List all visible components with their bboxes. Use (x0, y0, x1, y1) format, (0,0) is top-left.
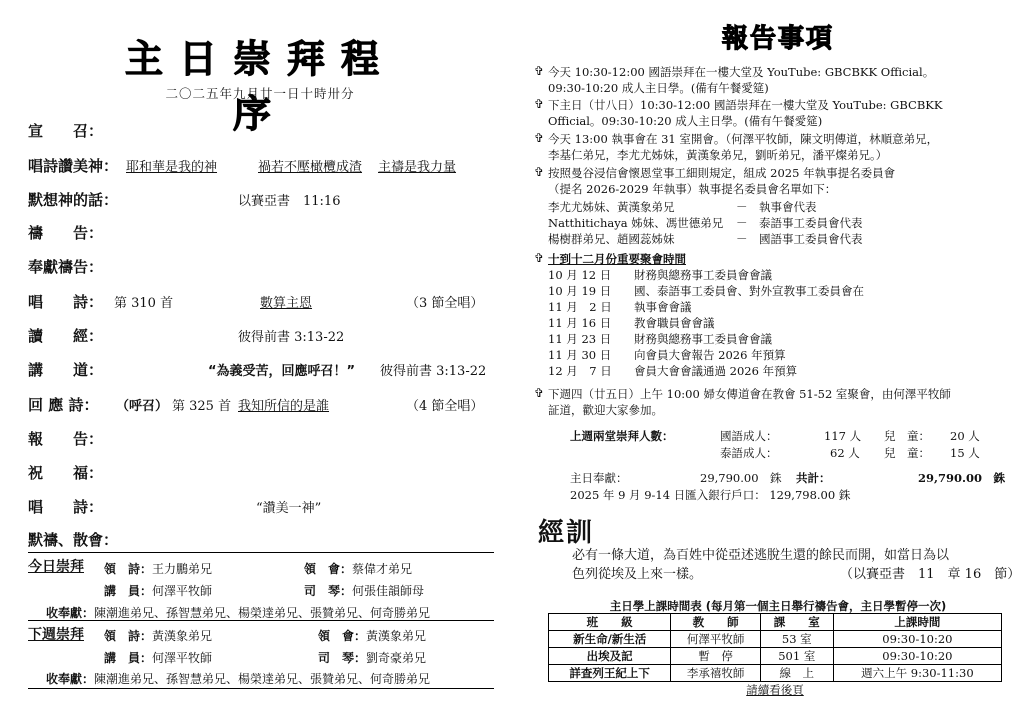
response-prefix: （呼召） (116, 399, 169, 414)
response-note: （4 節全唱） (406, 399, 484, 414)
thai-child-label: 兒 童： (884, 446, 930, 460)
dismiss-label: 默禱、散會： (28, 531, 119, 549)
meeting-row: 11 月 30 日 向會員大會報告 2026 年預算 (548, 348, 786, 362)
service-date: 二〇二五年九月廿一日十時卅分 (165, 86, 355, 101)
divider-next (28, 620, 494, 621)
report-label: 報 告： (28, 430, 104, 448)
table-row: 詳查列王紀上下 李承禧牧師 線 上 週六上午 9:30-11:30 (549, 665, 1002, 682)
motto-reference: （以賽亞書 11 章 16 節） (840, 567, 1021, 582)
order-offering-prayer (28, 256, 498, 280)
cross-icon: ✞ (534, 131, 545, 145)
meeting-row: 12 月 7 日 會員大會會議通過 2026 年預算 (548, 364, 798, 378)
meditation-ref: 以賽亞書 11:16 (238, 194, 341, 209)
next-chorus: 領 會：黃漢象弟兄 (318, 629, 427, 643)
cross-icon: ✞ (534, 386, 545, 400)
women-fellowship-notice: 下週四（廿五日）上午 10:00 婦女傳道會在教會 51-52 室聚會，由何澤平牧師 証道，歡迎大家參加。 (548, 387, 951, 417)
next-ushers: 收奉獻：陳潮進弟兄、孫智慧弟兄、楊榮達弟兄、張贊弟兄、何奇勝弟兄 (46, 672, 431, 686)
announcement-3: 今天 13:00 執事會在 31 室開會。（何澤平牧師，陳文明傳道，林順意弟兄， 李基仁弟兄，李尤尤姊妹，黃漢象弟兄，劉昕弟兄，潘平燦弟兄。） (548, 132, 939, 162)
committee-list (548, 199, 1008, 247)
mandarin-adult-count: 117 人 (824, 429, 862, 443)
order-report (28, 428, 498, 452)
meeting-row: 10 月 19 日 國、泰語事工委員會、對外宣教事工委員會在 (548, 284, 864, 298)
announcement-4: 按照曼谷浸信會懷恩堂事工細則規定，組成 2025 年執事提名委員會 （提名 2026-2029 年執事）執事提名委員會名單如下： (548, 166, 896, 196)
hymn-title: 數算主恩 (260, 296, 313, 311)
sermon-label: 講 道： (28, 361, 104, 379)
divider-bottom (28, 688, 494, 689)
divider-today (28, 552, 494, 553)
cross-icon: ✞ (534, 64, 545, 78)
order-reading (28, 325, 498, 349)
next-leader: 領 詩：黃漢象弟兄 (104, 629, 213, 643)
program-title: 主日崇拜程序 (124, 37, 395, 136)
today-pianist: 司 琴：何張佳韻師母 (304, 584, 425, 598)
sunday-school-table (548, 613, 1002, 682)
today-leader: 領 詩：王力鵬弟兄 (104, 562, 213, 576)
motto-title: 經訓 (538, 518, 595, 548)
response-number: 第 325 首 (172, 399, 232, 414)
mandarin-child-count: 20 人 (950, 429, 980, 443)
today-ushers: 收奉獻：陳潮進弟兄、孫智慧弟兄、楊榮達弟兄、張贊弟兄、何奇勝弟兄 (46, 606, 431, 620)
mandarin-adult-label: 國語成人： (720, 429, 778, 443)
motto-text: 必有一條大道，為百姓中從亞述逃脫生還的餘民而開，如當日為以 色列從埃及上來一樣。 （以賽亞書 11 章 16 節） (572, 548, 1021, 582)
praise-song-1: 耶和華是我的神 (126, 160, 218, 175)
meetings-title: 十到十二月份重要聚會時間 (548, 252, 686, 266)
announcement-1: 今天 10:30-12:00 國語崇拜在一樓大堂及 YouTube: GBCBKK Official。 09:30-10:20 成人主日學。(備有午餐愛筵) (548, 65, 935, 95)
table-row: 新生命/新生活 何澤平牧師 53 室 09:30-10:20 (549, 631, 1002, 648)
order-dismiss (28, 529, 498, 553)
order-meditation (28, 189, 498, 213)
offering-amount: 29,790.00 銖 (700, 471, 782, 485)
sunday-school-title: 主日學上課時間表 (每月第一個主日舉行禱告會，主日學暫停一次) (609, 599, 947, 613)
meeting-row: 11 月 16 日 教會職員會會議 (548, 316, 715, 330)
col-class: 班 級 (549, 614, 671, 631)
order-doxology (28, 496, 498, 520)
call-label: 宣 召： (28, 122, 104, 140)
praise-song-2: 禍若不壓橄欖成渣 (258, 160, 363, 175)
attendance-label: 上週兩堂崇拜人數： (570, 429, 674, 443)
reading-label: 讀 經： (28, 327, 104, 345)
meetings-section (548, 251, 1008, 379)
thai-adult-label: 泰語成人： (720, 446, 778, 460)
mandarin-child-label: 兒 童： (884, 429, 930, 443)
today-chorus: 領 會：蔡偉才弟兄 (304, 562, 413, 576)
bank-deposit: 2025 年 9 月 9-14 日匯入銀行戶口： 129,798.00 銖 (570, 488, 851, 502)
order-sermon (28, 359, 498, 383)
meeting-row: 11 月 2 日 執事會會議 (548, 300, 692, 314)
announcement-2: 下主日（廿八日）10:30-12:00 國語崇拜在一樓大堂及 YouTube: GBCBKK Official。09:30-10:20 成人主日學。(備有午餐愛筵) (548, 98, 943, 128)
sermon-title: “為義受苦，回應呼召！” (208, 364, 356, 379)
table-row: 出埃及記 暫 停 501 室 09:30-10:20 (549, 648, 1002, 665)
col-time: 上課時間 (833, 614, 1001, 631)
committee-row: Natthitichaya 姊妹、馮世德弟兄 － 泰語事工委員會代表 (548, 216, 863, 230)
thai-child-count: 15 人 (950, 446, 980, 460)
today-speaker: 講 員：何澤平牧師 (104, 584, 213, 598)
meditation-label: 默想神的話： (28, 191, 119, 209)
order-hymn (28, 291, 498, 315)
response-title: 我知所信的是誰 (238, 399, 330, 414)
committee-row: 楊樹群弟兄、趙國蕊姊妹 － 國語事工委員會代表 (548, 232, 863, 246)
hymn-label: 唱 詩： (28, 293, 104, 311)
order-prayer (28, 222, 498, 246)
hymn-number: 第 310 首 (114, 296, 174, 311)
offering-label: 主日奉獻： (570, 471, 628, 485)
order-response (28, 394, 498, 418)
hymn-note: （3 節全唱） (406, 296, 484, 311)
order-call (28, 120, 498, 144)
praise-song-3: 主禱是我力量 (378, 160, 457, 175)
order-praise (28, 155, 498, 179)
committee-row: 李尤尤姊妹、黃漢象弟兄 － 執事會代表 (548, 200, 817, 214)
response-label: 回 應 詩： (28, 396, 99, 414)
blessing-label: 祝 福： (28, 464, 104, 482)
meeting-row: 11 月 23 日 財務與總務事工委員會會議 (548, 332, 772, 346)
next-title: 下週崇拜 (28, 627, 84, 643)
table-header-row (549, 614, 1002, 631)
praise-label: 唱詩讚美神： (28, 157, 119, 175)
col-teacher: 教 師 (671, 614, 760, 631)
offering-prayer-label: 奉獻禱告： (28, 258, 104, 276)
announcements-title: 報告事項 (722, 24, 835, 54)
meeting-row: 10 月 12 日 財務與總務事工委員會會議 (548, 268, 772, 282)
today-title: 今日崇拜 (28, 559, 84, 575)
cross-icon: ✞ (534, 97, 545, 111)
total-label: 共計： (796, 471, 831, 485)
order-blessing (28, 462, 498, 486)
cross-icon: ✞ (534, 165, 545, 179)
cross-icon: ✞ (534, 251, 545, 265)
doxology-title: “讚美一神” (256, 501, 322, 516)
reading-ref: 彼得前書 3:13-22 (238, 330, 345, 345)
next-pianist: 司 琴：劉奇豪弟兄 (318, 651, 427, 665)
col-room: 課 室 (760, 614, 833, 631)
doxology-label: 唱 詩： (28, 498, 104, 516)
sermon-ref: 彼得前書 3:13-22 (380, 364, 487, 379)
next-speaker: 講 員：何澤平牧師 (104, 651, 213, 665)
total-amount: 29,790.00 銖 (918, 471, 1006, 485)
announcements-page (512, 0, 1024, 724)
continue-note: 請續看後頁 (746, 683, 804, 697)
thai-adult-count: 62 人 (830, 446, 860, 460)
prayer-label: 禱 告： (28, 224, 104, 242)
